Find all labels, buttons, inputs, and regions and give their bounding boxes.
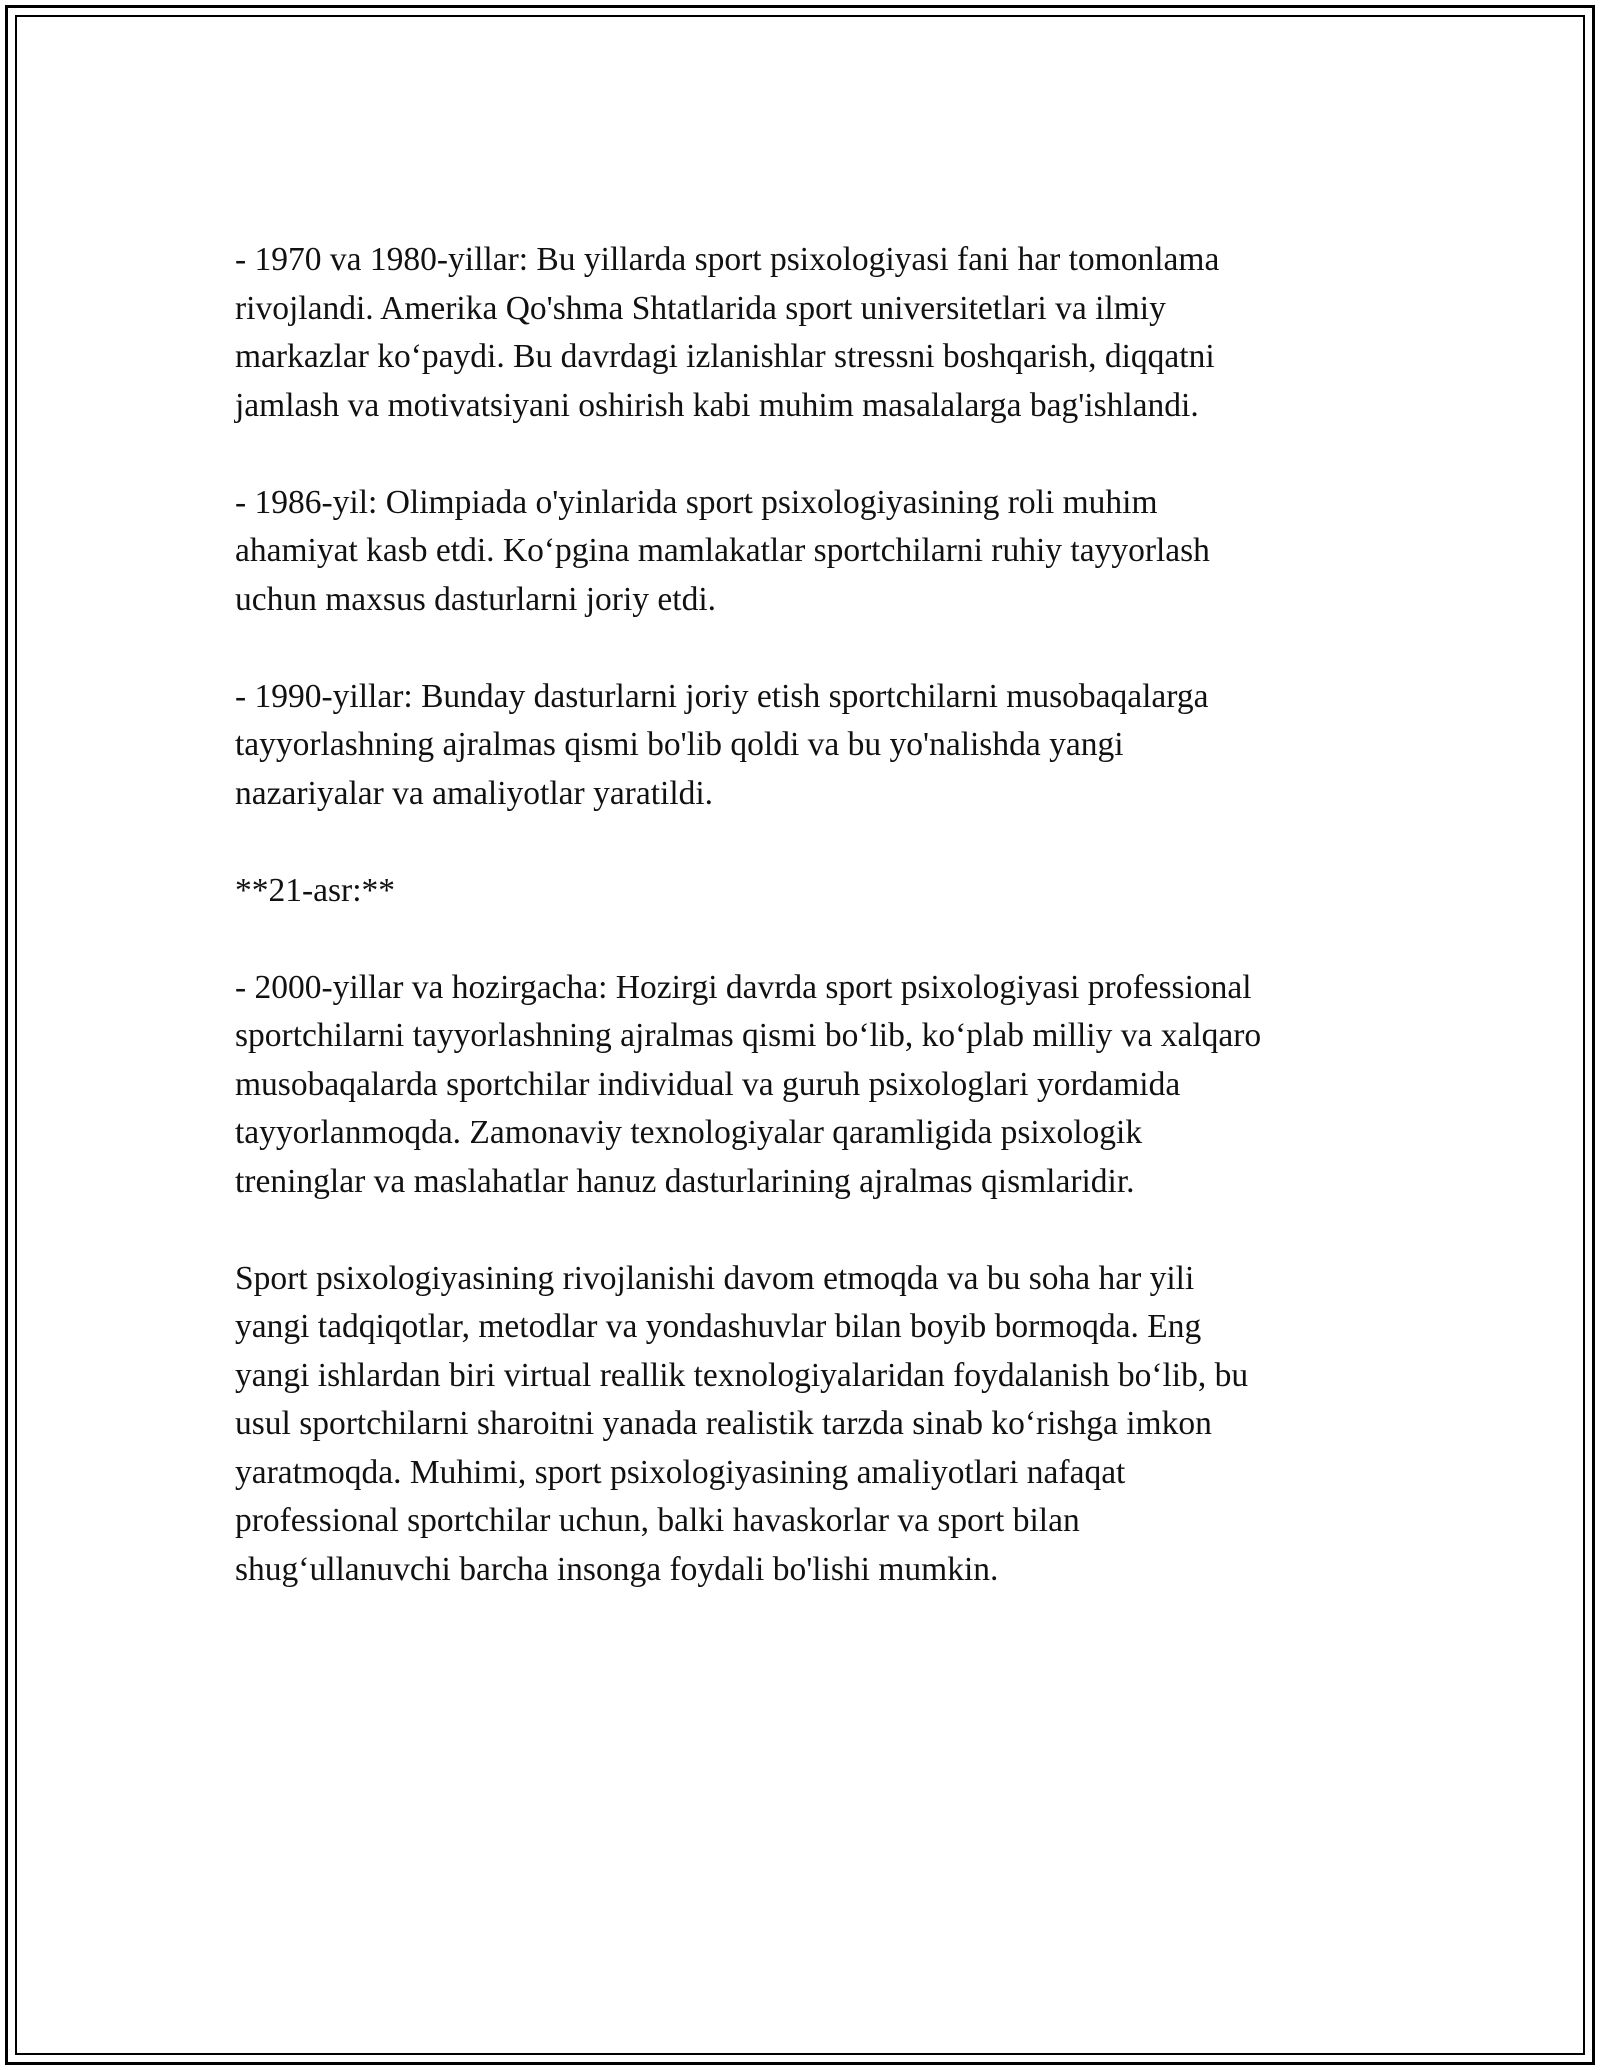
paragraph-2000: - 2000-yillar va hozirgacha: Hozirgi davrda sport psixologiyasi professional sportchilarni tayyorlashning ajralmas qismi bo‘lib, ko‘plab milliy va xalqaro musobaqalarda sportchilar individual va guruh psixologlari yordamida tayyorlanmoqda. Zamonaviy texnologiyalar qaramligida psixologik treninglar va maslahatlar hanuz dasturlarining ajralmas qismlaridir. xyxy=(235,968,1262,1200)
paragraph-1990: - 1990-yillar: Bunday dasturlarni joriy etish sportchilarni musobaqalarga tayyorlashning ajralmas qismi bo'lib qoldi va bu yo'nalishda yangi nazariyalar va amaliyotlar yaratildi. xyxy=(235,677,1209,812)
paragraph-1970-1980: - 1970 va 1980-yillar: Bu yillarda sport psixologiyasi fani har tomonlama rivojlandi. Amerika Qo'shma Shtatlarida sport universitetlari va ilmiy markazlar ko‘paydi. Bu davrdagi izlanishlar stressni boshqarish, diqqatni jamlash va motivatsiyani oshirish kabi muhim masalalarga bag'ishlandi. xyxy=(235,241,1220,424)
paragraph-1986: - 1986-yil: Olimpiada o'yinlarida sport psixologiyasining roli muhim ahamiyat kasb etdi. Ko‘pgina mamlakatlar sportchilarni ruhiy tayyorlash uchun maxsus dasturlarni joriy etdi. xyxy=(235,483,1210,618)
paragraph-conclusion: Sport psixologiyasining rivojlanishi davom etmoqda va bu soha har yili yangi tadqiqotlar, metodlar va yondashuvlar bilan boyib bormoqda. Eng yangi ishlardan biri virtual reallik texnologiyalaridan foydalanish bo‘lib, bu usul sportchilarni sharoitni yanada realistik tarzda sinab ko‘rishga imkon yaratmoqda. Muhimi, sport psixologiyasining amaliyotlari nafaqat professional sportchilar uchun, balki havaskorlar va sport bilan shug‘ullanuvchi barcha insonga foydali bo'lishi mumkin. xyxy=(235,1259,1249,1588)
section-heading-21-asr: **21-asr:** xyxy=(235,871,396,909)
document-body xyxy=(235,236,1415,1594)
